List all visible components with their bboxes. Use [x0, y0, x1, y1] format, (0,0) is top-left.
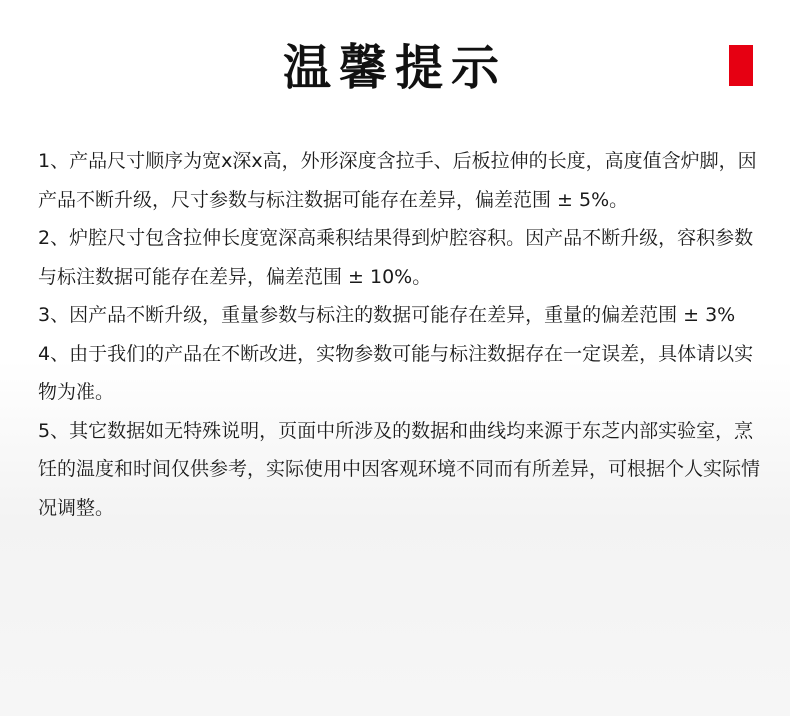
note-item-3: 3、因产品不断升级，重量参数与标注的数据可能存在差异，重量的偏差范围 ± 3% — [38, 304, 736, 326]
notes-list — [38, 142, 760, 527]
note-item-2: 2、炉腔尺寸包含拉伸长度宽深高乘积结果得到炉腔容积。因产品不断升级，容积参数与标注数据可能存在差异，偏差范围 ± 10%。 — [38, 227, 754, 288]
page-title: 温馨提示 — [282, 40, 507, 96]
note-item-1: 1、产品尺寸顺序为宽x深x高，外形深度含拉手、后板拉伸的长度，高度值含炉脚，因产品不断升级，尺寸参数与标注数据可能存在差异，偏差范围 ± 5%。 — [38, 150, 757, 211]
accent-block — [729, 45, 753, 86]
note-item-5: 5、其它数据如无特殊说明，页面中所涉及的数据和曲线均来源于东芝内部实验室，烹饪的温度和时间仅供参考，实际使用中因客观环境不同而有所差异，可根据个人实际情况调整。 — [38, 419, 761, 519]
note-item-4: 4、由于我们的产品在不断改进，实物参数可能与标注数据存在一定误差，具体请以实物为准。 — [38, 342, 754, 403]
